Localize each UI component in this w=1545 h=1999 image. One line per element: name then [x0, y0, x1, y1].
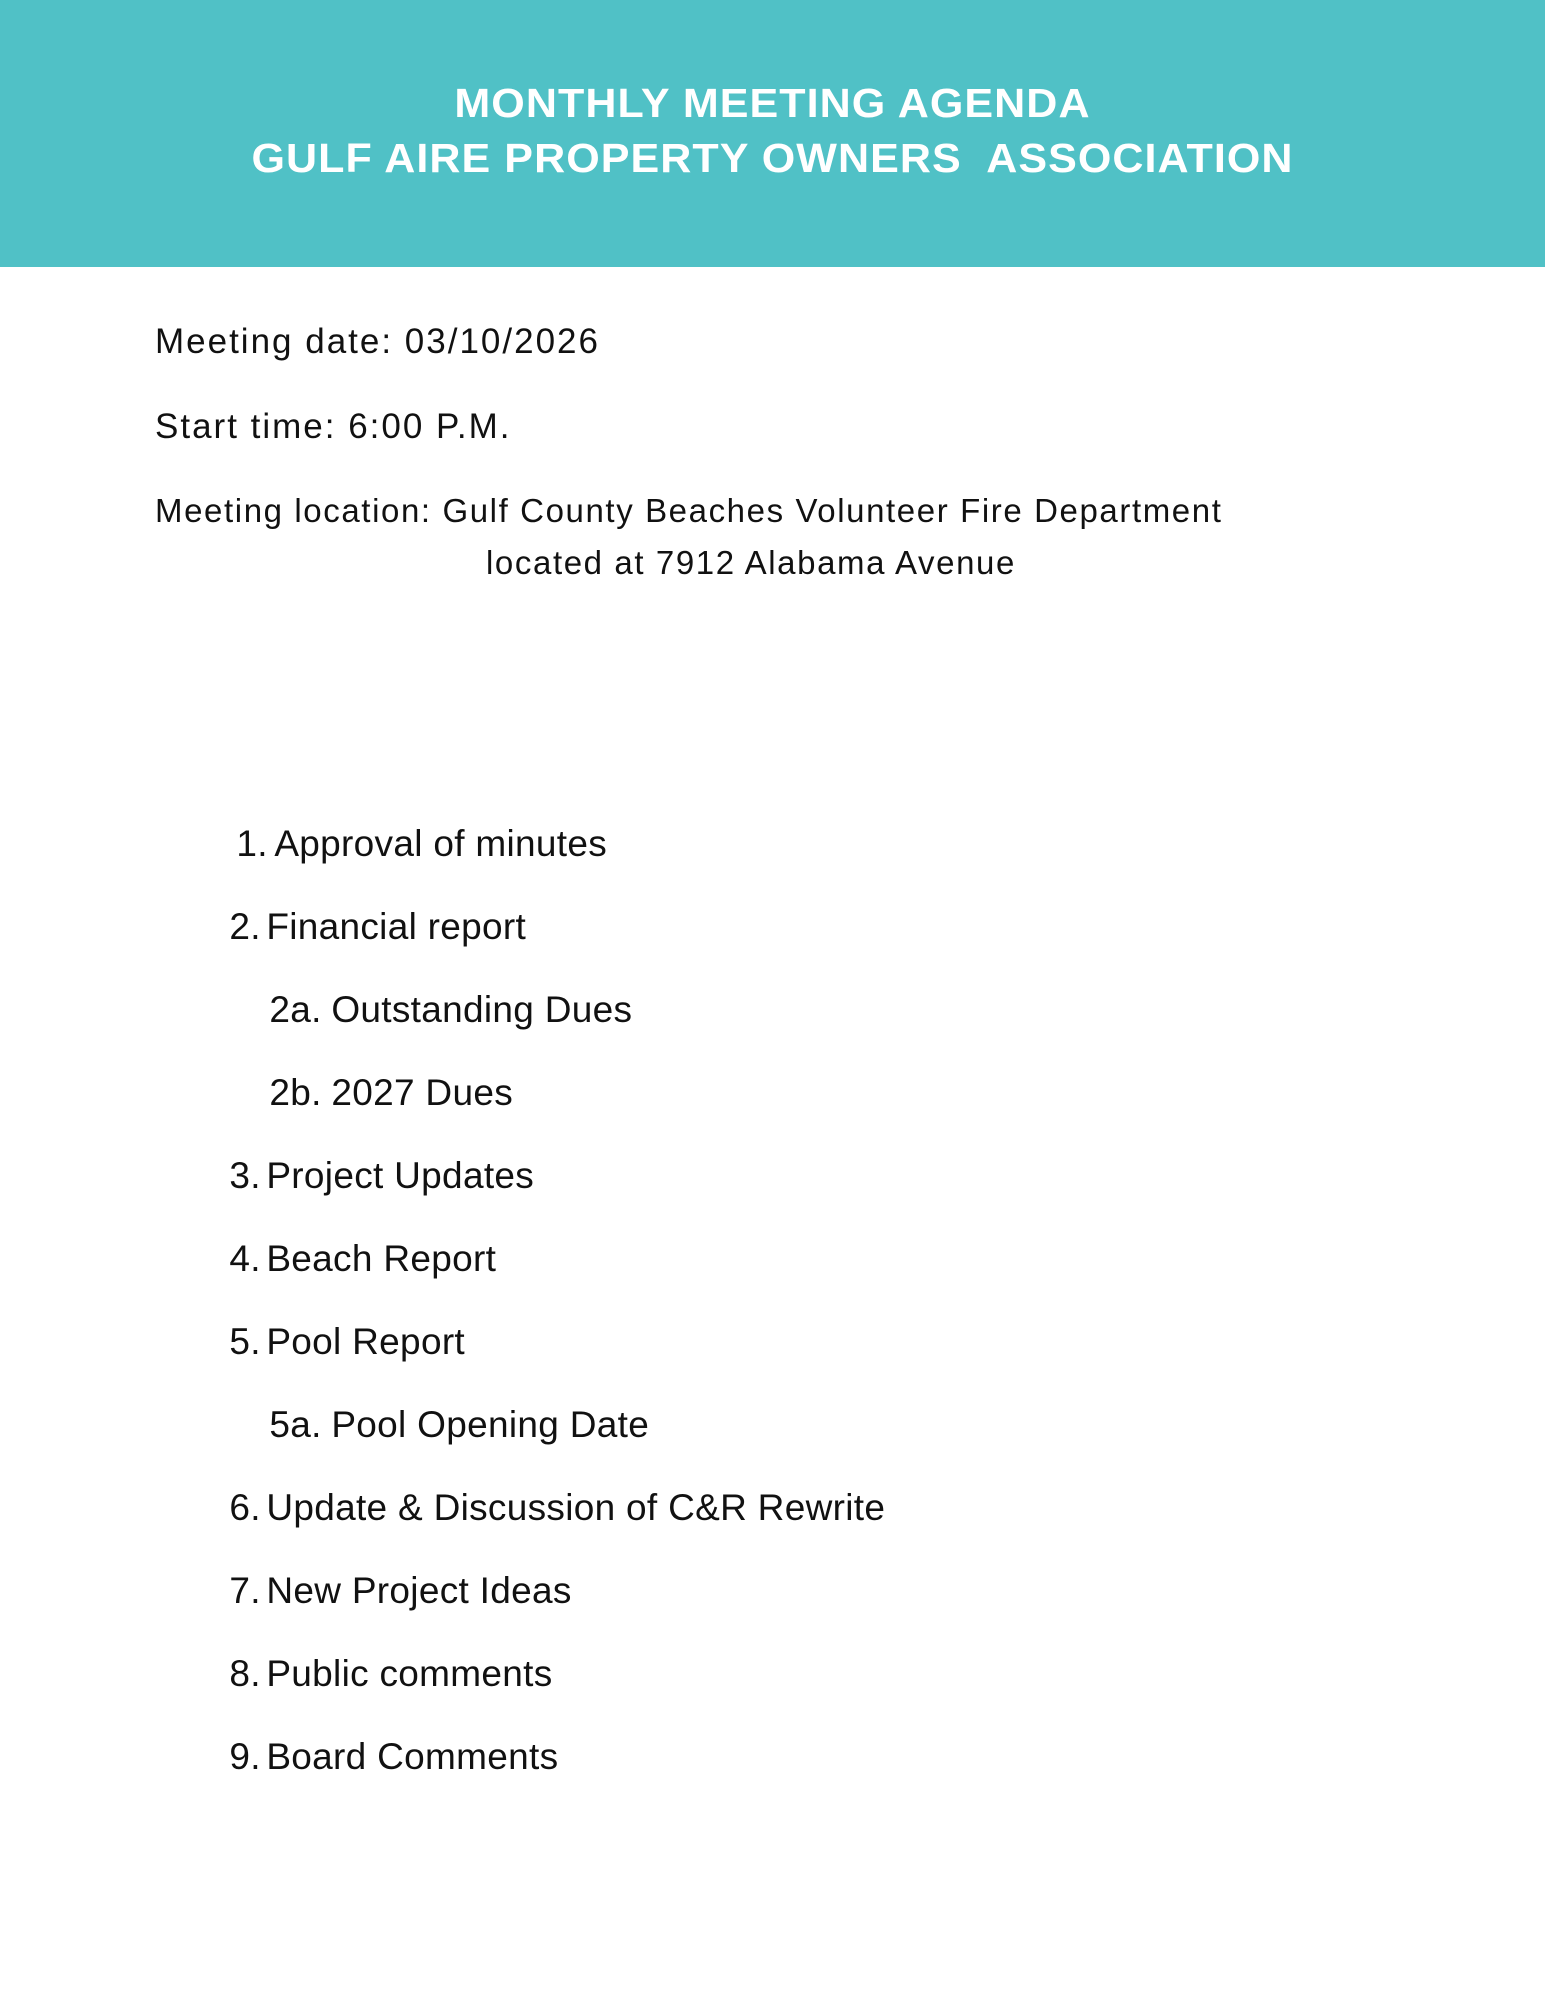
- agenda-item-number: 4.: [229, 1238, 261, 1279]
- agenda-item: [187, 1688, 559, 1777]
- meeting-date: Meeting date: 03/10/2026: [155, 322, 600, 361]
- agenda-item-text: Project Updates: [266, 1155, 535, 1196]
- meeting-location: Meeting location: Gulf County Beaches Volunteer Fire Department: [155, 492, 1223, 529]
- agenda-item-text: Financial report: [266, 906, 527, 947]
- agenda-item-number: 2a.: [269, 989, 322, 1030]
- agenda-item-text: Pool Opening Date: [331, 1404, 650, 1445]
- page-title: MONTHLY MEETING AGENDA: [454, 80, 1091, 126]
- agenda-item-number: 6.: [229, 1487, 261, 1528]
- agenda-item: [194, 775, 608, 864]
- agenda-item-number: 8.: [229, 1653, 261, 1694]
- agenda-item: [187, 1190, 497, 1279]
- agenda-item-text: Beach Report: [266, 1238, 497, 1279]
- agenda-item-number: 1.: [236, 823, 268, 864]
- agenda-item-number: 9.: [229, 1736, 261, 1777]
- agenda-item-text: 2027 Dues: [331, 1072, 513, 1113]
- agenda-item-number: 2.: [229, 906, 261, 947]
- agenda-item-text: Approval of minutes: [274, 823, 608, 864]
- agenda-item: [187, 1107, 535, 1196]
- agenda-item-number: 7.: [229, 1570, 261, 1611]
- header-banner: [0, 0, 1545, 267]
- agenda-item-number: 5a.: [269, 1404, 322, 1445]
- agenda-item-number: 3.: [229, 1155, 261, 1196]
- agenda-item-number: 2b.: [269, 1072, 322, 1113]
- agenda-item: [187, 1605, 553, 1694]
- meeting-location-address: located at 7912 Alabama Avenue: [486, 544, 1016, 581]
- agenda-subitem: [227, 1356, 650, 1445]
- organization-name: GULF AIRE PROPERTY OWNERS ASSOCIATION: [251, 135, 1294, 181]
- agenda-item: [187, 858, 527, 947]
- agenda-item-text: Outstanding Dues: [331, 989, 633, 1030]
- agenda-item-text: Pool Report: [266, 1321, 466, 1362]
- agenda-item: [187, 1522, 572, 1611]
- agenda-item-number: 5.: [229, 1321, 261, 1362]
- meeting-start-time: Start time: 6:00 P.M.: [155, 407, 512, 446]
- agenda-item: [187, 1273, 466, 1362]
- agenda-item-text: Public comments: [266, 1653, 553, 1694]
- agenda-subitem: [227, 941, 633, 1030]
- agenda-item-text: Board Comments: [266, 1736, 559, 1777]
- agenda-subitem: [227, 1024, 513, 1113]
- agenda-item-text: Update & Discussion of C&R Rewrite: [266, 1487, 886, 1528]
- agenda-item: [187, 1439, 886, 1528]
- agenda-item-text: New Project Ideas: [266, 1570, 572, 1611]
